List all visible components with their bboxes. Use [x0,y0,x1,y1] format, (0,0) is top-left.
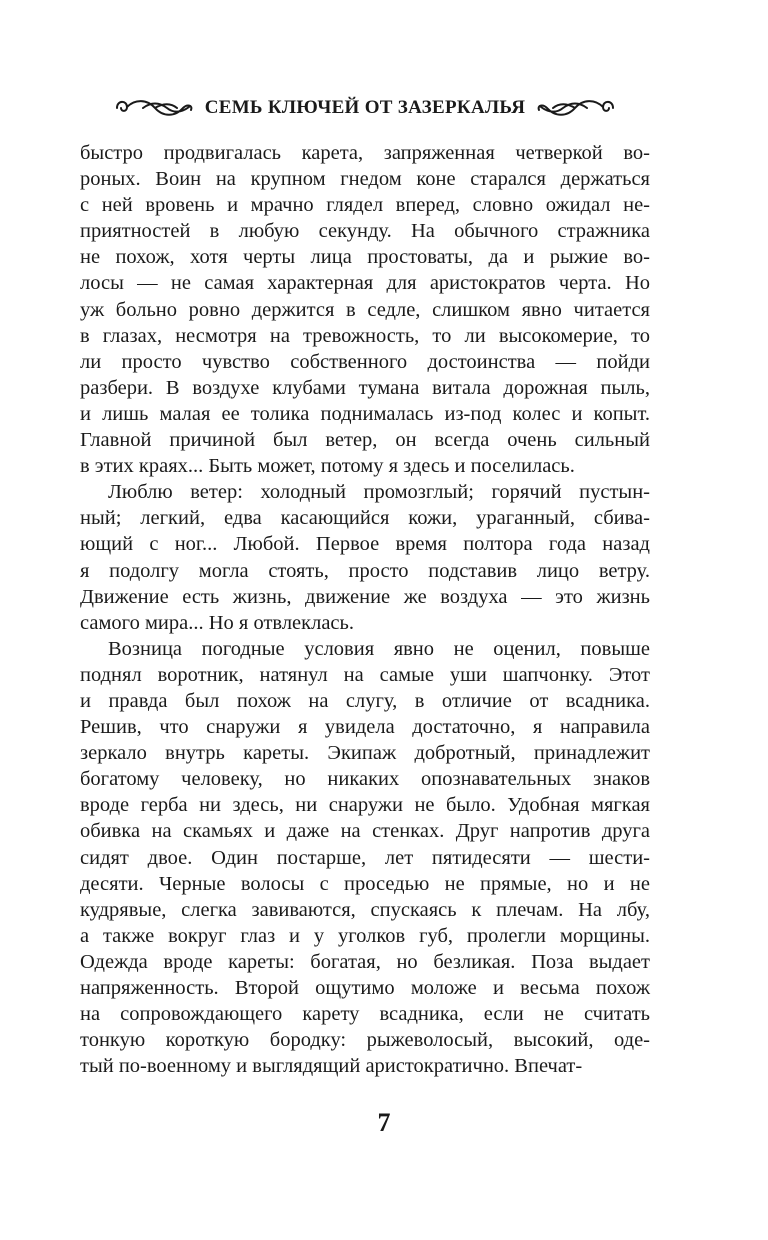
left-scroll-ornament-icon [113,95,195,121]
text-line: зеркало внутрь кареты. Экипаж добротный, принадлежит [80,742,650,765]
text-line: Люблю ветер: холодный промозглый; горячий пустын- [108,481,650,504]
text-line: и лишь малая ее толика поднималась из-под колес и копыт. [80,402,650,425]
text-line: ный; легкий, едва касающийся кожи, ураганный, сбива- [80,507,650,530]
running-title: СЕМЬ КЛЮЧЕЙ ОТ ЗАЗЕРКАЛЬЯ [204,97,526,118]
text-line: разбери. В воздухе клубами тумана витала дорожная пыль, [80,376,650,399]
text-line: вроде герба ни здесь, ни снаружи не было. Удобная мягкая [80,794,650,817]
text-line: сидят двое. Один постарше, лет пятидесяти — шести- [80,846,650,869]
text-line: уж больно ровно держится в седле, слишком явно читается [80,298,650,321]
text-line: в глазах, несмотря на тревожность, то ли высокомерие, то [80,324,650,347]
text-line: самого мира... Но я отвлеклась. [80,611,355,634]
text-line: ющий с ног... Любой. Первое время полтора года назад [80,533,650,556]
text-line: Возница погодные условия явно не оценил, повыше [108,637,650,660]
text-line: напряженность. Второй ощутимо моложе и весьма похож [80,977,650,999]
text-line: приятностей в любую секунду. На обычного стражника [80,220,650,243]
paragraph [80,479,650,636]
paragraph [80,140,650,479]
text-line: не похож, хотя черты лица простоваты, да и рыжие во- [80,246,650,269]
text-line: тонкую короткую бородку: рыжеволосый, высокий, оде- [80,1029,650,1052]
text-line: Главной причиной был ветер, он всегда очень сильный [80,429,650,452]
running-header [130,90,600,126]
text-line: Решив, что снаружи я увидела достаточно, я направила [80,716,650,739]
text-line: поднял воротник, натянул на самые уши шапчонку. Этот [80,663,650,686]
text-line: ли просто чувство собственного достоинства — пойди [80,350,650,373]
page-number: 7 [377,1108,391,1137]
text-line: быстро продвигалась карета, запряженная четверкой во- [80,142,650,164]
text-line: в этих краях... Быть может, потому я здесь и поселилась. [80,455,575,478]
paragraph [80,636,650,1080]
text-line: Одежда вроде кареты: богатая, но безликая. Поза выдает [80,950,650,973]
text-line: Движение есть жизнь, движение же воздуха — это жизнь [80,585,650,608]
right-scroll-ornament-icon [535,95,617,121]
text-line: и правда был похож на слугу, в отличие от всадника. [80,689,650,712]
text-line: а также вокруг глаз и у уголков губ, пролегли морщины. [80,924,650,947]
text-line: роных. Воин на крупном гнедом коне старался держаться [80,168,650,191]
text-line: лосы — не самая характерная для аристократов черта. Но [80,272,650,295]
text-line: с ней вровень и мрачно глядел вперед, словно ожидал не- [80,194,650,217]
text-line: я подолгу могла стоять, просто подставив лицо ветру. [80,559,650,582]
text-line: кудрявые, слегка завиваются, спускаясь к плечам. На лбу, [80,898,650,921]
text-line: на сопровождающего карету всадника, если не считать [80,1003,650,1026]
text-line: тый по-военному и выглядящий аристократично. Впечат- [80,1055,583,1078]
text-line: обивка на скамьях и даже на стенках. Друг напротив друга [80,820,650,843]
main-text [80,140,650,1079]
text-line: десяти. Черные волосы с проседью не прямые, но и не [80,872,650,895]
text-line: богатому человеку, но никаких опознавательных знаков [80,768,650,791]
